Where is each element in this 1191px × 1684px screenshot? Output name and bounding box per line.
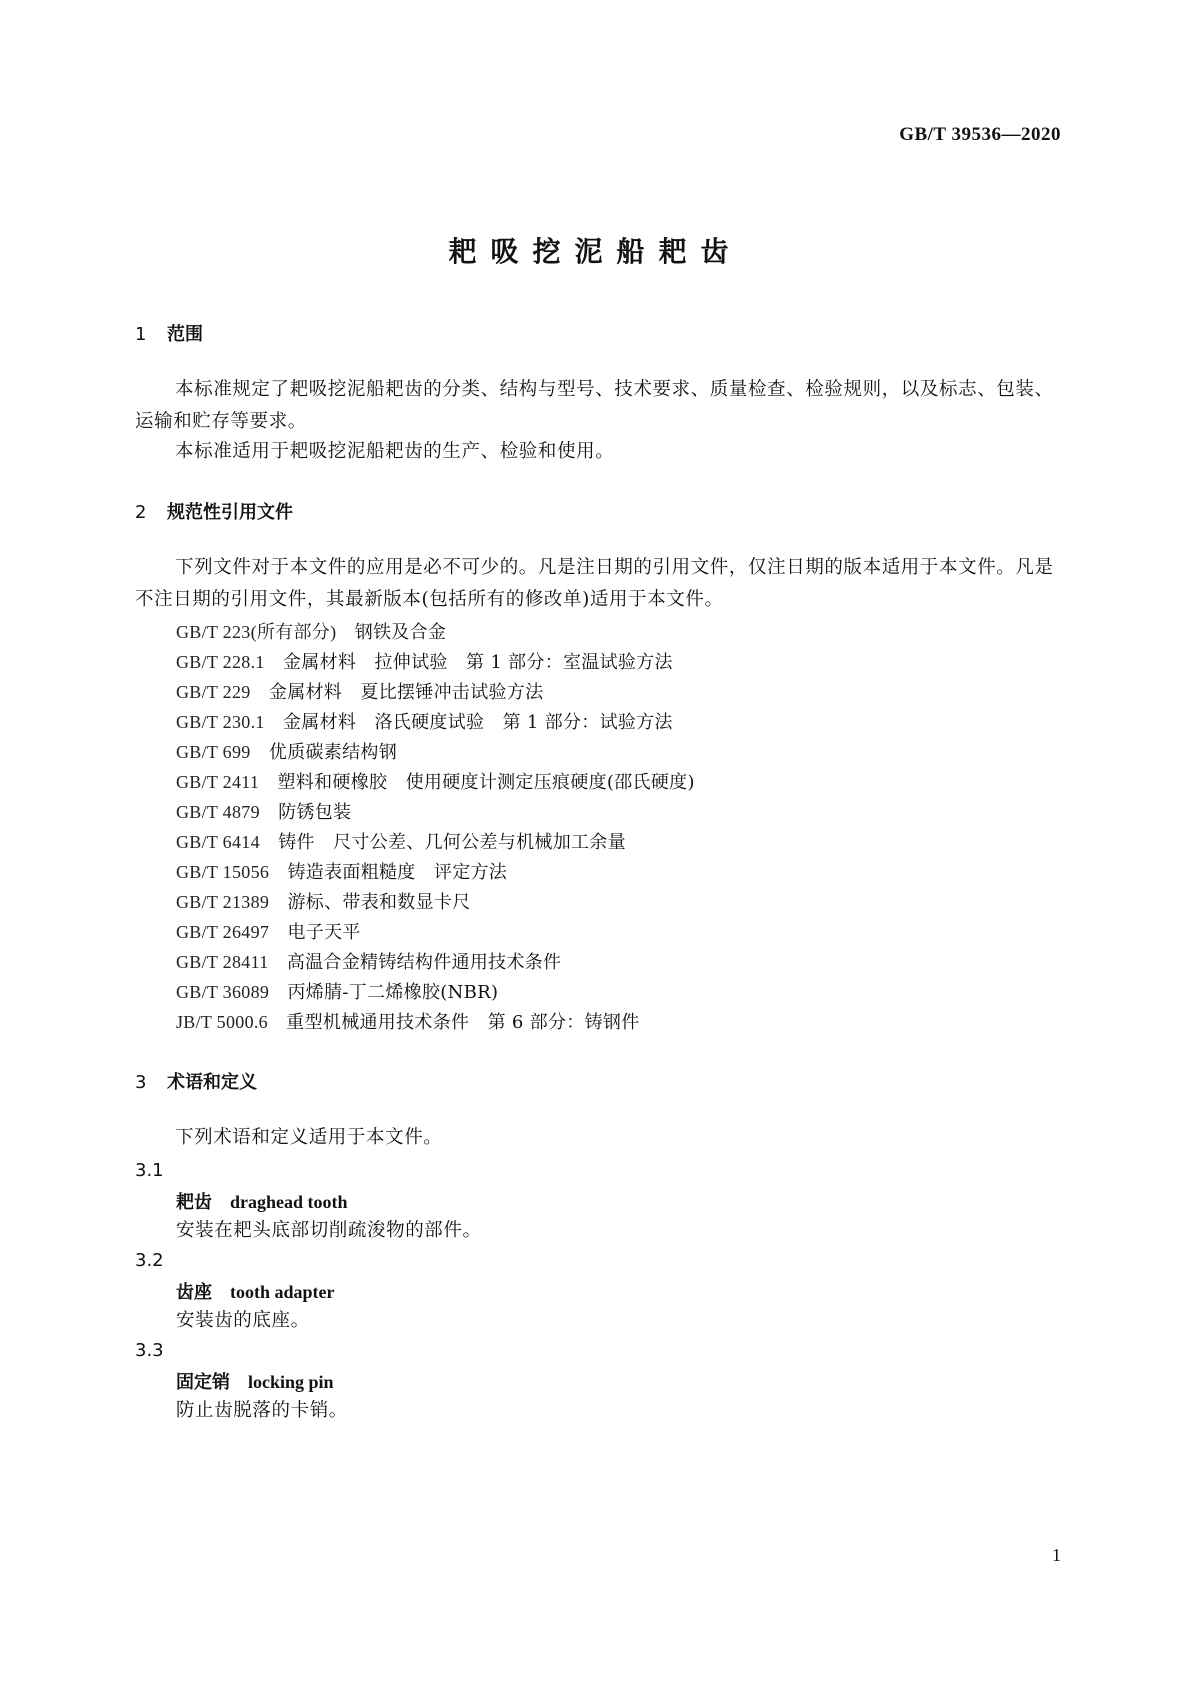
reference-item	[176, 918, 361, 944]
section-number: 2	[135, 502, 147, 523]
reference-code: GB/T 699	[176, 742, 251, 762]
term-en: draghead tooth	[230, 1192, 348, 1212]
reference-title: 金属材料 夏比摆锤冲击试验方法	[268, 682, 544, 703]
reference-code: GB/T 28411	[176, 952, 269, 972]
term-number: 3.1	[135, 1160, 164, 1181]
reference-item	[176, 798, 351, 824]
scope-paragraph-1: 本标准规定了耙吸挖泥船耙齿的分类、结构与型号、技术要求、质量检查、检验规则，以及标志、包装、运输和贮存等要求。	[135, 379, 1054, 432]
section-number: 1	[135, 324, 147, 345]
reference-title: 防锈包装	[278, 802, 352, 823]
reference-item	[176, 828, 626, 854]
term-definition: 安装在耙头底部切削疏浚物的部件。	[176, 1220, 482, 1241]
section-number: 3	[135, 1072, 147, 1093]
term-number: 3.2	[135, 1250, 164, 1271]
section-title: 术语和定义	[167, 1072, 257, 1093]
section-heading-scope	[135, 320, 203, 346]
reference-title: 高温合金精铸结构件通用技术条件	[286, 952, 562, 973]
reference-item	[176, 618, 446, 644]
section-heading-terms-definitions	[135, 1068, 257, 1094]
term-number: 3.3	[135, 1340, 164, 1361]
reference-code: GB/T 15056	[176, 862, 270, 882]
document-title: 耙吸挖泥船耙齿	[448, 235, 743, 268]
standard-number: GB/T 39536—2020	[899, 124, 1061, 145]
reference-item	[176, 648, 673, 674]
term-heading	[176, 1278, 335, 1304]
term-heading	[176, 1188, 348, 1214]
reference-item	[176, 858, 507, 884]
reference-title: 电子天平	[287, 922, 361, 943]
term-en: tooth adapter	[230, 1282, 335, 1302]
scope-paragraph-2: 本标准适用于耙吸挖泥船耙齿的生产、检验和使用。	[175, 441, 615, 462]
reference-title: 游标、带表和数显卡尺	[287, 892, 471, 913]
reference-code: GB/T 223(所有部分)	[176, 622, 337, 642]
page-number: 1	[1052, 1545, 1061, 1565]
reference-code: GB/T 6414	[176, 832, 260, 852]
reference-item	[176, 948, 561, 974]
term-zh: 齿座	[176, 1282, 212, 1303]
section-title: 范围	[167, 324, 203, 345]
reference-code: GB/T 2411	[176, 772, 260, 792]
term-definition: 安装齿的底座。	[176, 1310, 310, 1331]
term-en: locking pin	[248, 1372, 334, 1392]
reference-title: 塑料和硬橡胶 使用硬度计测定压痕硬度(邵氏硬度)	[277, 772, 695, 793]
term-definition: 防止齿脱落的卡销。	[176, 1400, 348, 1421]
reference-code: GB/T 21389	[176, 892, 270, 912]
references-intro: 下列文件对于本文件的应用是必不可少的。凡是注日期的引用文件，仅注日期的版本适用于本文件。凡是不注日期的引用文件，其最新版本(包括所有的修改单)适用于本文件。	[135, 557, 1054, 610]
reference-title: 钢铁及合金	[354, 622, 447, 643]
term-zh: 固定销	[176, 1372, 230, 1393]
reference-title: 铸件 尺寸公差、几何公差与机械加工余量	[278, 832, 626, 853]
reference-title: 优质碳素结构钢	[268, 742, 397, 763]
reference-code: JB/T 5000.6	[176, 1012, 268, 1032]
reference-item	[176, 678, 543, 704]
terms-intro: 下列术语和定义适用于本文件。	[175, 1127, 443, 1148]
reference-item	[176, 1008, 640, 1034]
reference-item	[176, 768, 695, 794]
reference-item	[176, 978, 498, 1004]
reference-code: GB/T 228.1	[176, 652, 265, 672]
term-heading	[176, 1368, 334, 1394]
reference-item	[176, 738, 397, 764]
section-heading-normative-references	[135, 498, 293, 524]
reference-title: 金属材料 洛氏硬度试验 第 1 部分：试验方法	[283, 712, 673, 733]
reference-item	[176, 888, 471, 914]
reference-code: GB/T 4879	[176, 802, 260, 822]
reference-title: 铸造表面粗糙度 评定方法	[287, 862, 508, 883]
reference-title: 丙烯腈-丁二烯橡胶(NBR)	[287, 982, 499, 1003]
reference-code: GB/T 26497	[176, 922, 270, 942]
section-title: 规范性引用文件	[167, 502, 293, 523]
term-zh: 耙齿	[176, 1192, 212, 1213]
reference-item	[176, 708, 673, 734]
reference-title: 金属材料 拉伸试验 第 1 部分：室温试验方法	[283, 652, 673, 673]
reference-code: GB/T 36089	[176, 982, 270, 1002]
reference-code: GB/T 230.1	[176, 712, 265, 732]
reference-title: 重型机械通用技术条件 第 6 部分：铸钢件	[286, 1012, 640, 1033]
reference-code: GB/T 229	[176, 682, 251, 702]
